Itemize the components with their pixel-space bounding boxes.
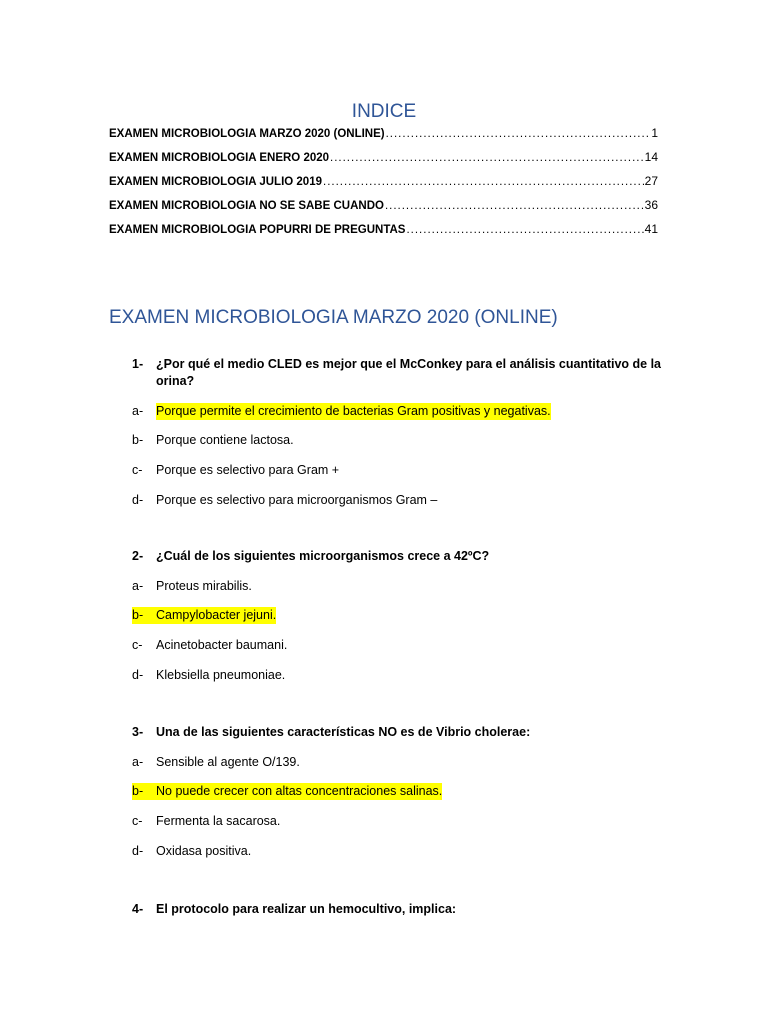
option-text: Klebsiella pneumoniae. xyxy=(156,668,286,682)
answer-option xyxy=(132,783,442,800)
toc-leader-dots xyxy=(323,176,644,188)
answer-option xyxy=(132,813,280,830)
toc-entry-label: EXAMEN MICROBIOLOGIA POPURRI DE PREGUNTAS xyxy=(109,224,406,236)
option-text-highlighted: Porque permite el crecimiento de bacterias Gram positivas y negativas. xyxy=(156,404,551,418)
toc-entry[interactable] xyxy=(109,174,658,198)
toc-entry[interactable] xyxy=(109,126,658,150)
question-number: 2- xyxy=(132,549,144,563)
question xyxy=(132,548,662,565)
answer-option xyxy=(132,637,287,654)
option-letter: a- xyxy=(132,579,144,593)
option-letter: b- xyxy=(132,433,144,447)
toc-entry-label: EXAMEN MICROBIOLOGIA MARZO 2020 (ONLINE) xyxy=(109,128,385,140)
question xyxy=(132,724,662,741)
toc-entry-page: 1 xyxy=(651,126,658,140)
question-text: Una de las siguientes características NO es de Vibrio cholerae: xyxy=(156,725,531,739)
option-text: Porque contiene lactosa. xyxy=(156,433,294,447)
answer-option xyxy=(132,462,339,479)
toc-entry-label: EXAMEN MICROBIOLOGIA NO SE SABE CUANDO xyxy=(109,200,384,212)
option-text: Proteus mirabilis. xyxy=(156,579,252,593)
question-text: ¿Por qué el medio CLED es mejor que el McConkey para el análisis cuantitativo de la orina? xyxy=(156,357,662,388)
answer-option xyxy=(132,843,251,860)
option-text-highlighted: No puede crecer con altas concentraciones salinas. xyxy=(156,784,443,798)
question xyxy=(132,356,662,390)
toc-leader-dots xyxy=(385,200,644,212)
option-letter: c- xyxy=(132,814,143,828)
question-number: 4- xyxy=(132,902,144,916)
option-letter-highlighted: b- xyxy=(132,607,156,624)
question-number: 3- xyxy=(132,725,144,739)
question-text: ¿Cuál de los siguientes microorganismos crece a 42ºC? xyxy=(156,549,490,563)
answer-option xyxy=(132,754,300,771)
question-text: El protocolo para realizar un hemocultivo, implica: xyxy=(156,902,457,916)
option-letter-highlighted: b- xyxy=(132,783,156,800)
answer-option xyxy=(132,578,252,595)
table-of-contents xyxy=(109,126,658,246)
toc-entry-page: 36 xyxy=(644,198,658,212)
question-number: 1- xyxy=(132,357,144,371)
option-letter: d- xyxy=(132,844,144,858)
option-letter: c- xyxy=(132,463,143,477)
toc-entry-label: EXAMEN MICROBIOLOGIA JULIO 2019 xyxy=(109,176,322,188)
toc-leader-dots xyxy=(386,128,651,140)
toc-entry[interactable] xyxy=(109,222,658,246)
answer-option xyxy=(132,403,551,420)
answer-option xyxy=(132,607,276,624)
option-text: Sensible al agente O/139. xyxy=(156,755,300,769)
option-text-highlighted: Campylobacter jejuni. xyxy=(156,608,277,622)
toc-entry-label: EXAMEN MICROBIOLOGIA ENERO 2020 xyxy=(109,152,330,164)
option-text: Fermenta la sacarosa. xyxy=(156,814,281,828)
toc-leader-dots xyxy=(330,152,644,164)
question xyxy=(132,901,662,918)
section-heading: EXAMEN MICROBIOLOGIA MARZO 2020 (ONLINE) xyxy=(109,307,558,328)
toc-entry-page: 14 xyxy=(644,150,658,164)
toc-entry-page: 27 xyxy=(644,174,658,188)
option-text: Porque es selectivo para Gram + xyxy=(156,463,340,477)
option-letter: d- xyxy=(132,493,144,507)
answer-option xyxy=(132,667,285,684)
toc-entry[interactable] xyxy=(109,150,658,174)
toc-entry[interactable] xyxy=(109,198,658,222)
option-letter: a- xyxy=(132,755,144,769)
option-text: Acinetobacter baumani. xyxy=(156,638,288,652)
option-letter: c- xyxy=(132,638,143,652)
answer-option xyxy=(132,432,294,449)
index-title: INDICE xyxy=(351,101,417,122)
toc-leader-dots xyxy=(406,224,643,236)
option-text: Oxidasa positiva. xyxy=(156,844,252,858)
option-text: Porque es selectivo para microorganismos Gram – xyxy=(156,493,438,507)
option-letter: a- xyxy=(132,404,144,418)
toc-entry-page: 41 xyxy=(644,222,658,236)
option-letter: d- xyxy=(132,668,144,682)
answer-option xyxy=(132,492,437,509)
